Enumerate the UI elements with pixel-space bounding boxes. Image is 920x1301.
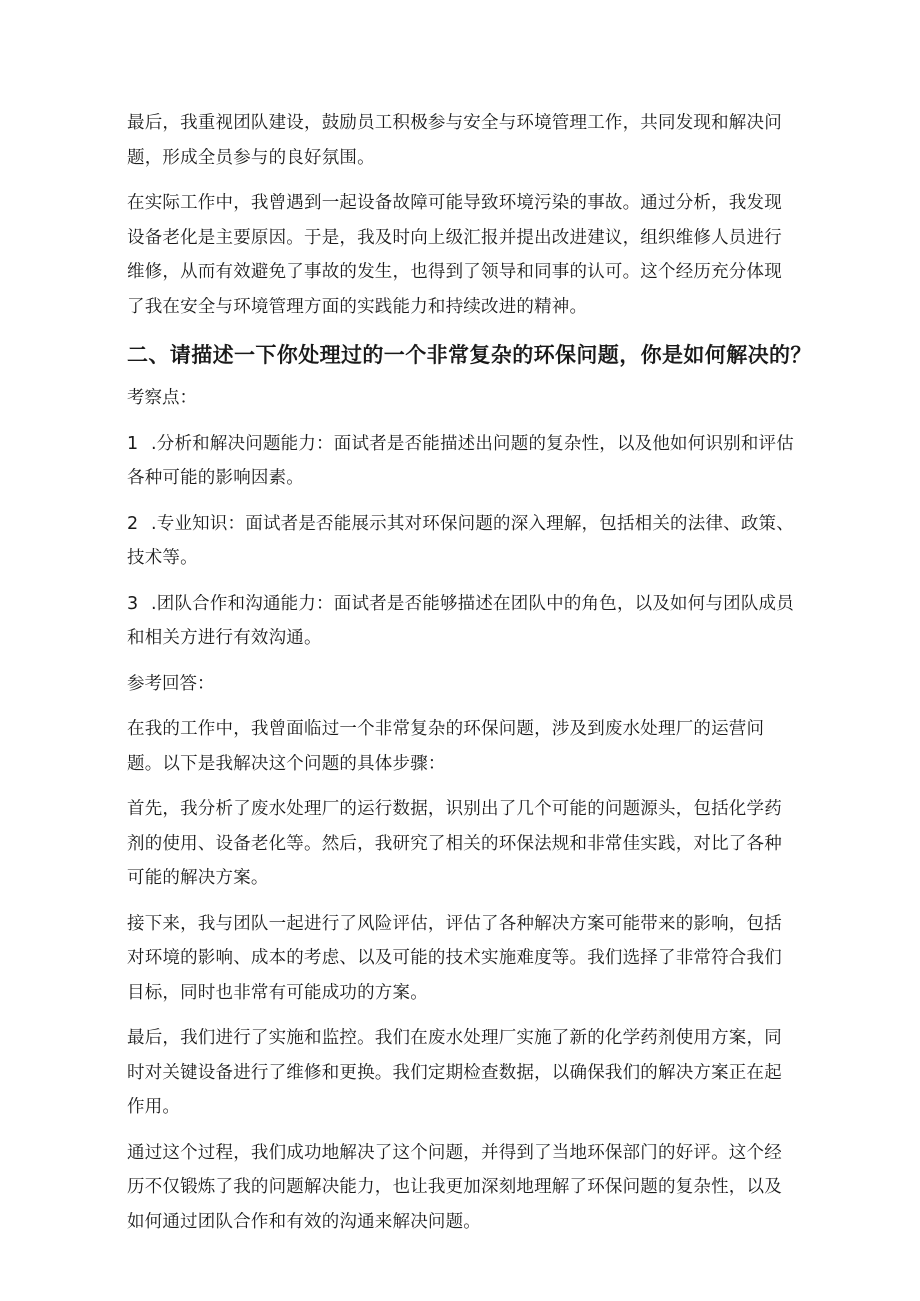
assessment-item-number: 1 xyxy=(127,433,139,454)
assessment-item-number: 2 xyxy=(127,513,139,534)
assessment-item-text: .团队合作和沟通能力：面试者是否能够描述在团队中的角色，以及如何与团队成员和相关方进行有效沟通。 xyxy=(127,593,794,648)
assessment-item-1 xyxy=(127,427,795,496)
answer-paragraph-5: 通过这个过程，我们成功地解决了这个问题，并得到了当地环保部门的好评。这个经历不仅锻炼了我的问题解决能力，也让我更加深刻地理解了环保问题的复杂性，以及如何通过团队合作和有效的沟通来解决问题。 xyxy=(127,1142,782,1232)
assessment-label: 考察点： xyxy=(127,388,197,408)
section-heading: 二、请描述一下你处理过的一个非常复杂的环保问题，你是如何解决的？ xyxy=(127,343,812,367)
answer-paragraph-2: 首先，我分析了废水处理厂的运行数据，识别出了几个可能的问题源头，包括化学药剂的使用、设备老化等。然后，我研究了相关的环保法规和非常佳实践，对比了各种可能的解决方案。 xyxy=(127,799,782,888)
document-body xyxy=(127,106,812,1250)
assessment-item-text: .专业知识：面试者是否能展示其对环保问题的深入理解，包括相关的法律、政策、技术等。 xyxy=(127,513,794,568)
assessment-item-number: 3 xyxy=(127,593,139,614)
intro-paragraph-2: 在实际工作中，我曾遇到一起设备故障可能导致环境污染的事故。通过分析，我发现设备老化是主要原因。于是，我及时向上级汇报并提出改进建议，组织维修人员进行维修，从而有效避免了事故的发生，也得到了领导和同事的认可。这个经历充分体现了我在安全与环境管理方面的实践能力和持续改进的精神。 xyxy=(127,193,782,317)
assessment-item-3 xyxy=(127,587,795,656)
answer-paragraph-4: 最后，我们进行了实施和监控。我们在废水处理厂实施了新的化学药剂使用方案，同时对关键设备进行了维修和更换。我们定期检查数据，以确保我们的解决方案正在起作用。 xyxy=(127,1028,782,1117)
answer-paragraph-3: 接下来，我与团队一起进行了风险评估，评估了各种解决方案可能带来的影响，包括对环境的影响、成本的考虑、以及可能的技术实施难度等。我们选择了非常符合我们目标，同时也非常有可能成功的方案。 xyxy=(127,913,782,1003)
intro-paragraph-1: 最后，我重视团队建设，鼓励员工积极参与安全与环境管理工作，共同发现和解决问题，形成全员参与的良好氛围。 xyxy=(127,113,782,168)
assessment-item-2 xyxy=(127,507,795,576)
answer-label: 参考回答： xyxy=(127,673,215,694)
answer-paragraph-1: 在我的工作中，我曾面临过一个非常复杂的环保问题，涉及到废水处理厂的运营问题。以下是我解决这个问题的具体步骤： xyxy=(127,719,765,774)
assessment-item-text: .分析和解决问题能力：面试者是否能描述出问题的复杂性，以及他如何识别和评估各种可能的影响因素。 xyxy=(127,433,794,488)
